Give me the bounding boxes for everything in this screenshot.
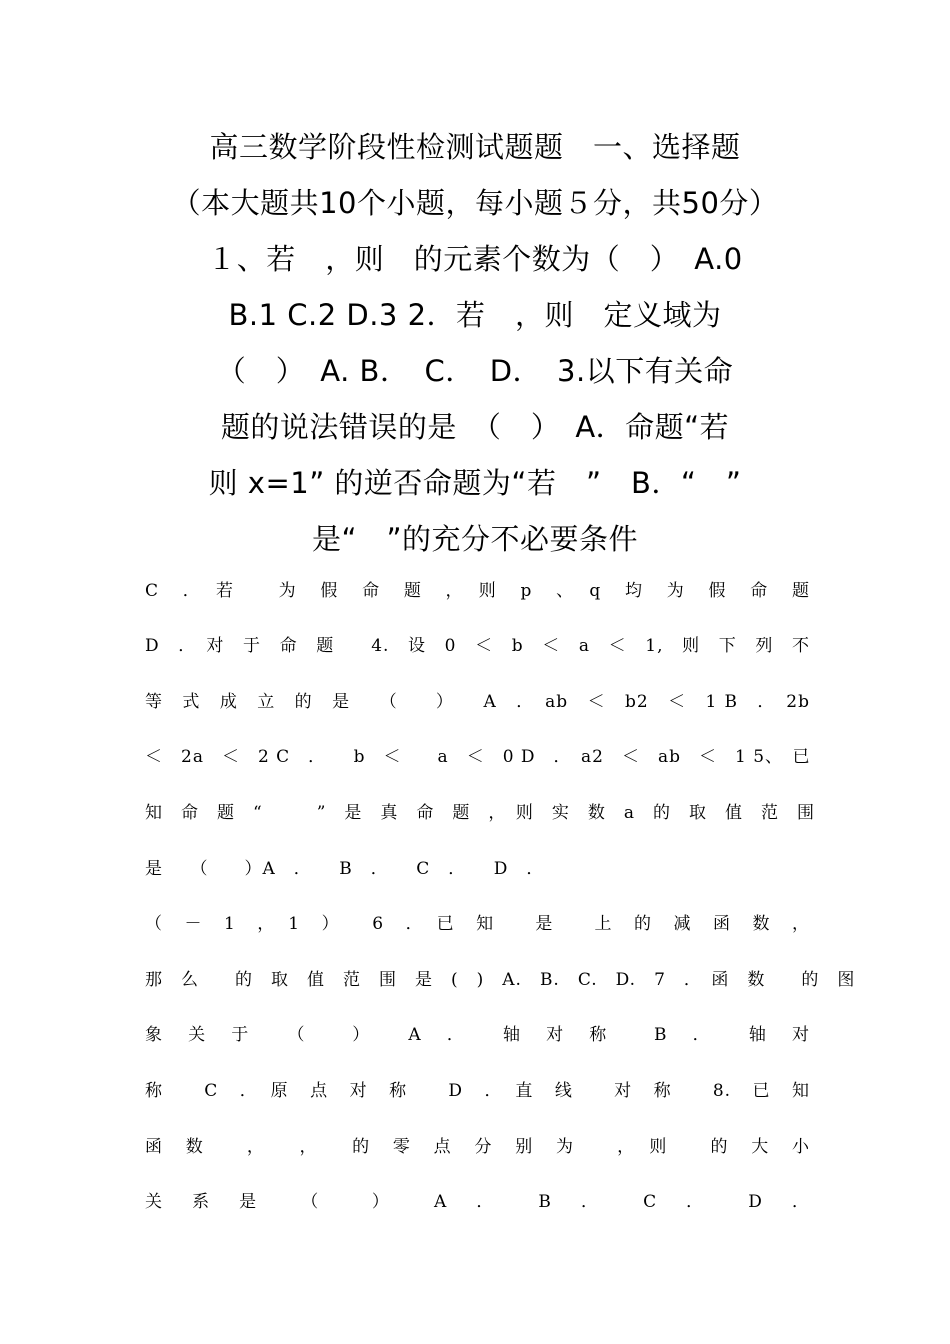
body-line-12: 关 系 是 （ ） A ． B ． C ． D ． <box>145 1192 810 1212</box>
heading-line-5: （ ） A. B． C． D． 3.以下有关命 <box>216 354 734 388</box>
heading-line-8: 是“ ”的充分不必要条件 <box>311 522 639 556</box>
body-line-4: ＜ 2a ＜ 2 C ． b ＜ a ＜ 0 D ． a2 ＜ ab ＜ 1 5、 已 <box>145 747 811 767</box>
body-line-8: 那 么 的 取 值 范 围 是 ( ) A. B. C. D. 7 ． 函 数 的 图 <box>145 970 856 990</box>
body-line-11: 函 数 ， ， 的 零 点 分 别 为 ， 则 的 大 小 <box>145 1137 810 1157</box>
heading-line-1: 高三数学阶段性检测试题题 一、选择题 <box>209 130 741 164</box>
body-line-3: 等 式 成 立 的 是 （ ） A ． ab ＜ b2 ＜ 1 B ． 2b <box>145 692 810 712</box>
body-line-5: 知 命 题 “ ” 是 真 命 题 ， 则 实 数 a 的 取 值 范 围 <box>145 803 816 823</box>
body-line-10: 称 C ． 原 点 对 称 D ． 直 线 对 称 8. 已 知 <box>145 1081 810 1101</box>
body-line-2: D ． 对 于 命 题 4. 设 0 ＜ b ＜ a ＜ 1, 则 下 列 不 <box>145 636 810 656</box>
heading-line-3: １、若 ，则 的元素个数为（ ） A.0 <box>207 242 743 276</box>
heading-line-6: 题的说法错误的是 （ ） A．命题“若 <box>220 410 730 444</box>
heading-line-4: B.1 C.2 D.3 2．若 ，则 定义域为 <box>228 298 722 332</box>
body-line-7: （ － 1 ， 1 ） 6 ． 已 知 是 上 的 减 函 数 ， <box>145 914 810 934</box>
heading-line-7: 则 x=1” 的逆否命题为“若 ” B．“ ” <box>208 466 742 500</box>
body-line-1: C ． 若 为 假 命 题 ， 则 p 、 q 均 为 假 命 题 <box>145 581 810 601</box>
heading-line-2: （本大题共10个小题，每小题５分，共50分） <box>171 186 779 220</box>
body-line-6: 是 （ ）A ． B ． C ． D ． <box>145 859 545 879</box>
body-line-9: 象 关 于 （ ） A ． 轴 对 称 B ． 轴 对 <box>145 1025 810 1045</box>
